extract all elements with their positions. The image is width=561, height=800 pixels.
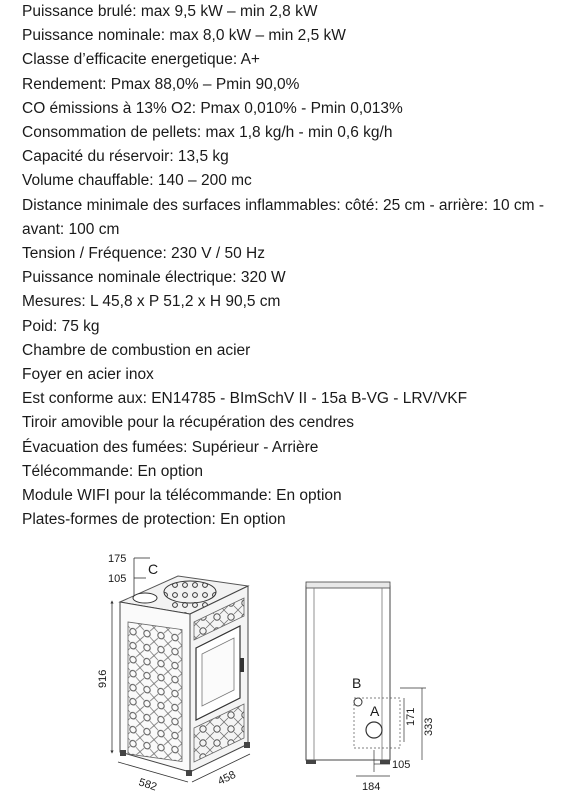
dim-105: 105	[108, 573, 127, 585]
flue-outlet-a	[366, 722, 382, 738]
spec-item: Est conforme aux: EN14785 - BImSchV II - 15a B-VG - LRV/VKF	[22, 390, 468, 408]
spec-item: Puissance nominale électrique: 320 W	[22, 269, 286, 287]
dim-458: 458	[216, 768, 238, 788]
stove-foot	[186, 770, 192, 776]
flue-outlet-c	[133, 593, 157, 603]
door-handle	[240, 658, 244, 672]
spec-item: Distance minimale des surfaces inflammables: côté: 25 cm - arrière: 10 cm - avant: 100 cm	[22, 196, 545, 238]
dim-171: 171	[405, 707, 417, 726]
spec-list	[22, 0, 552, 532]
spec-item: Volume chauffable: 140 – 200 mc	[22, 172, 252, 190]
dim-582: 582	[137, 776, 159, 794]
technical-drawing-svg	[0, 540, 561, 800]
dim-105-back: 105	[392, 759, 411, 771]
spec-item: Module WIFI pour la télécommande: En option	[22, 487, 342, 505]
technical-drawing	[0, 540, 561, 800]
stove-back-view	[306, 582, 435, 793]
spec-item: Plates-formes de protection: En option	[22, 511, 286, 529]
spec-item: Mesures: L 45,8 x P 51,2 x H 90,5 cm	[22, 293, 281, 311]
back-top-cap	[306, 582, 390, 588]
label-b: B	[352, 675, 362, 691]
spec-item: Foyer en acier inox	[22, 366, 154, 384]
spec-item: Tension / Fréquence: 230 V / 50 Hz	[22, 245, 265, 263]
spec-item: Évacuation des fumées: Supérieur - Arrière	[22, 438, 319, 456]
back-foot	[380, 760, 390, 764]
dim-184: 184	[362, 781, 381, 793]
label-a: A	[370, 703, 380, 719]
spec-item: Puissance brulé: max 9,5 kW – min 2,8 kW	[22, 3, 318, 20]
spec-item: Poid: 75 kg	[22, 317, 100, 335]
spec-item: Puissance nominale: max 8,0 kW – min 2,5 kW	[22, 27, 346, 45]
spec-item: Chambre de combustion en acier	[22, 341, 251, 359]
back-foot	[306, 760, 316, 764]
spec-item: Rendement: Pmax 88,0% – Pmin 90,0%	[22, 75, 300, 93]
spec-item: Tiroir amovible pour la récupération des cendres	[22, 414, 354, 432]
dim-916: 916	[97, 669, 109, 688]
stove-foot	[120, 750, 126, 756]
left-side-grille	[128, 622, 182, 762]
spec-item: CO émissions à 13% O2: Pmax 0,010% - Pmin 0,013%	[22, 99, 403, 117]
label-c: C	[148, 561, 159, 577]
air-inlet-b	[354, 698, 362, 706]
top-ornament-disc	[164, 581, 216, 603]
stove-front-view	[97, 553, 250, 794]
spec-item: Consommation de pellets: max 1,8 kg/h - min 0,6 kg/h	[22, 124, 393, 142]
spec-item: Capacité du réservoir: 13,5 kg	[22, 148, 229, 166]
spec-item: Classe d’efficacite energetique: A+	[22, 51, 260, 69]
spec-item: Télécommande: En option	[22, 462, 203, 480]
stove-foot	[244, 742, 250, 748]
dim-175: 175	[108, 553, 127, 565]
dim-333: 333	[423, 717, 435, 736]
